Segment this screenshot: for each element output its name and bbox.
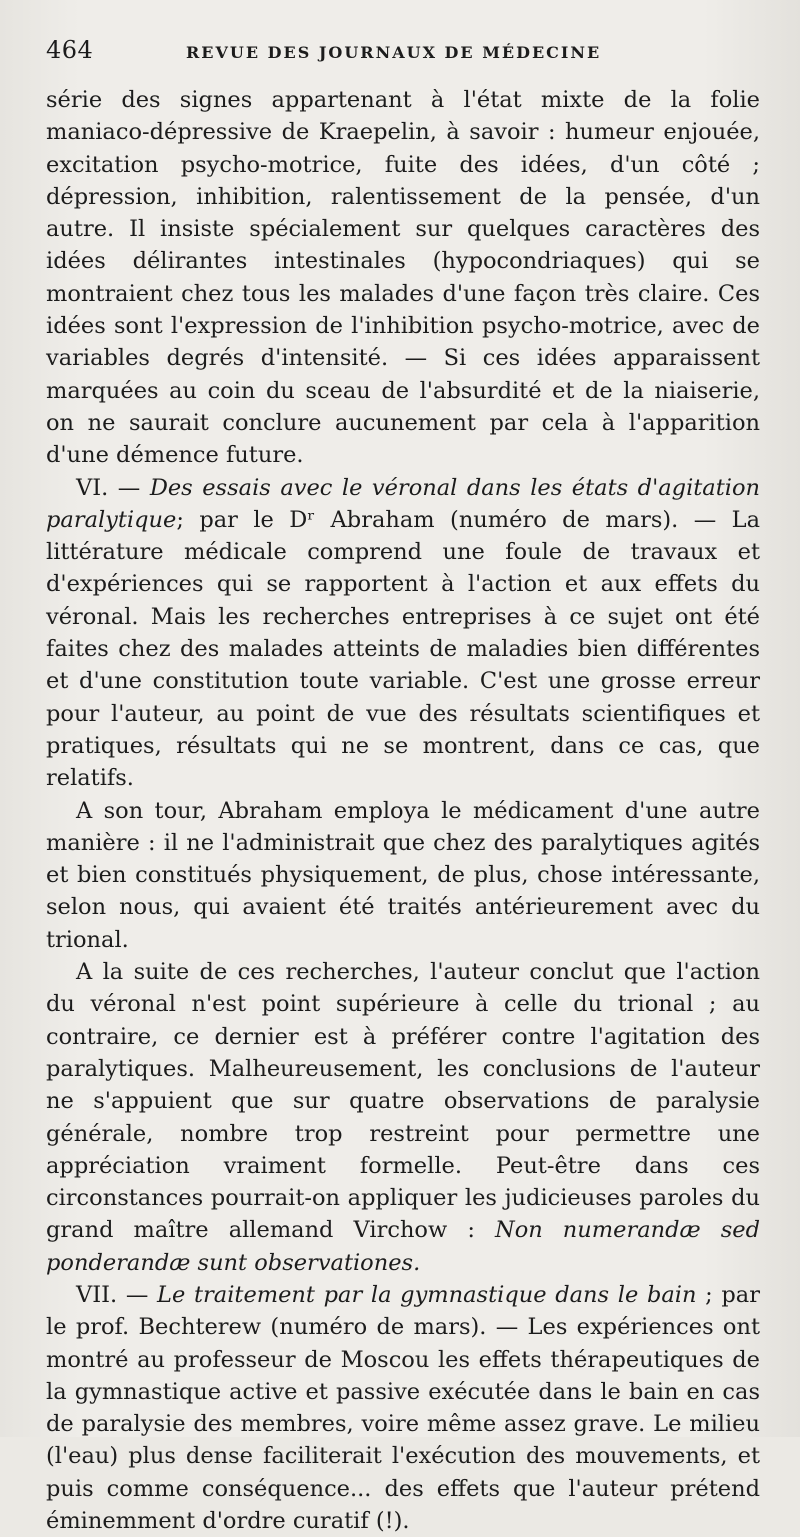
section-vi-paragraph [46, 472, 760, 795]
page-number: 464 [46, 36, 94, 64]
section-vii-text: ; par le prof. Bechterew (numéro de mars). — Les expériences ont montré au professeur de Moscou les effets thérapeutiques de la gymnastique active et passive exécutée dans le bain en cas de paralysie des membres, voire même assez grave. Le milieu (l'eau) plus dense faciliterait l'exécution des mouvements, et puis comme conséquence... des effets que l'auteur prétend éminemment d'ordre curatif (!). [46, 1281, 760, 1535]
section-vii-paragraph [46, 1279, 760, 1537]
section-vi-title: Des essais avec le véronal dans les états d'agitation paralytique [46, 474, 761, 533]
paragraph-conclusion [46, 956, 760, 1279]
running-head [46, 36, 760, 78]
section-vi-number: VI. — [76, 474, 150, 501]
body-text [46, 84, 760, 1537]
paragraph-continuation: série des signes appartenant à l'état mixte de la folie maniaco-dépressive de Kraepelin, à savoir : humeur enjouée, excitation psycho-motrice, fuite des idées, d'un côté ; dépression, inhibition, ralentissement de la pensée, d'un autre. Il insiste spécialement sur quelques caractères des idées délirantes intestinales (hypocondriaques) qui se montraient chez tous les malades d'une façon très claire. Ces idées sont l'expression de l'inhibition psycho-motrice, avec de variables degrés d'intensité. — Si ces idées apparaissent marquées au coin du sceau de l'absurdité et de la niaiserie, on ne saurait conclure aucunement par cela à l'apparition d'une démence future. [46, 87, 760, 469]
section-vi-text: ; par le Dʳ Abraham (numéro de mars). — La littérature médicale comprend une foule de travaux et d'expériences qui se rapportent à l'action et aux effets du véronal. Mais les recherches entreprises à ce sujet ont été faites chez des malades atteints de maladies bien différentes et d'une constitution toute variable. C'est une grosse erreur pour l'auteur, au point de vue des résultats scientifiques et pratiques, résultats qui ne se montrent, dans ce cas, que relatifs. [46, 506, 760, 792]
paragraph-abraham: A son tour, Abraham employa le médicament d'une autre manière : il ne l'administrait que chez des paralytiques agités et bien constitués physiquement, de plus, chose intéressante, selon nous, qui avaient été traités antérieurement avec du trional. [46, 797, 760, 953]
virchow-quote: Non numerandæ sed ponderandæ sunt observationes. [46, 1217, 761, 1276]
section-vii-number: VII. — [76, 1281, 158, 1308]
section-vii-title: Le traitement par la gymnastique dans le bain [157, 1281, 697, 1308]
paragraph-conclusion-text: A la suite de ces recherches, l'auteur conclut que l'action du véronal n'est point supérieure à celle du trional ; au contraire, ce dernier est à préférer contre l'agitation des paralytiques. Malheureusement, les conclusions de l'auteur ne s'appuient que sur quatre observations de paralysie générale, nombre trop restreint pour permettre une appréciation vraiment formelle. Peut-être dans ces circonstances pourrait-on appliquer les judicieuses paroles du grand maître allemand Virchow : [46, 959, 760, 1244]
journal-title: REVUE DES JOURNAUX DE MÉDECINE [186, 43, 602, 62]
